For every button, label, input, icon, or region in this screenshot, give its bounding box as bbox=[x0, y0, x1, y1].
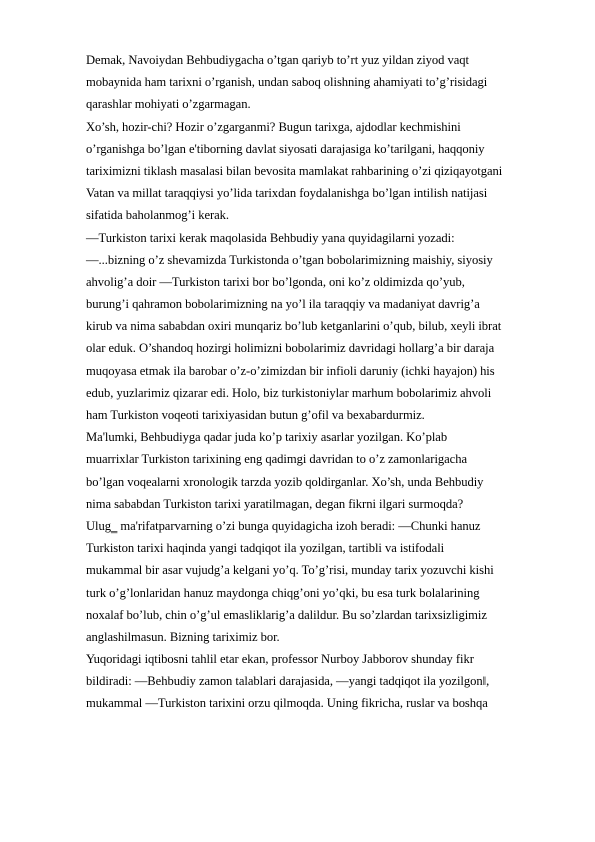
text-line: Turkiston tarixi haqinda yangi tadqiqot ila yozilgan, tartibli va istifodali bbox=[86, 541, 445, 556]
document-page bbox=[86, 49, 586, 715]
text-line: Ulug‗ ma'rifatparvarning o’zi bunga quyidagicha izoh beradi: ―Chunki hanuz bbox=[86, 518, 481, 533]
text-line: ahvolig’a doir ―Turkiston tarixi bor bo’lgonda, oni ko’z oldimizda qo’yub, bbox=[86, 274, 465, 289]
text-line: ―...bizning o’z shevamizda Turkistonda o’tgan bobolarimizning maishiy, siyosiy bbox=[86, 252, 493, 267]
text-line: edub, yuzlarimiz qizarar edi. Holo, biz turkistoniylar marhum bobolarimiz ahvoli bbox=[86, 385, 492, 400]
text-line: kirub va nima sababdan oxiri munqariz bo’lub ketganlarini o’qub, bilub, xeyli ibrat bbox=[86, 319, 502, 334]
text-line: bo’lgan voqealarni xronologik tarzda yozib qoldirganlar. Xo’sh, unda Behbudiy bbox=[86, 474, 484, 489]
text-line: muqoyasa etmak ila barobar o’z-o’zimizdan bir infioli daruniy (ichki hayajon) his bbox=[86, 363, 495, 378]
text-line: Ma'lumki, Behbudiyga qadar juda ko’p tarixiy asarlar yozilgan. Ko’plab bbox=[86, 430, 448, 445]
text-line: bildiradi: ―Behbudiy zamon talablari darajasida, ―yangi tadqiqot ila yozilgon‖, bbox=[86, 674, 490, 689]
text-line: mukammal bir asar vujudg’a kelgani yo’q. To’g’risi, munday tarix yozuvchi kishi bbox=[86, 563, 494, 578]
text-line: Demak, Navoiydan Behbudiygacha o’tgan qariyb to’rt yuz yildan ziyod vaqt bbox=[86, 53, 469, 67]
text-line: turk o’g’lonlaridan hanuz maydonga chiqg’oni yo’qki, bu esa turk bolalarining bbox=[86, 585, 480, 600]
text-line: olar eduk. O’shandoq hozirgi holimizni bobolarimiz davridagi hollarg’a bir daraja bbox=[86, 341, 495, 356]
text-line: noxalaf bo’lub, chin o’g’ul emasliklarig’a dalildur. Bu so’zlardan tarixsizligimiz bbox=[86, 607, 487, 622]
text-line: mobaynida ham tarixni o’rganish, undan saboq olishning ahamiyati to’g’risidagi bbox=[86, 75, 488, 90]
text-line: mukammal ―Turkiston tarixini orzu qilmoqda. Uning fikricha, ruslar va boshqa bbox=[86, 696, 488, 711]
text-line: Yuqoridagi iqtibosni tahlil etar ekan, professor Nurboy Jabborov shunday fikr bbox=[86, 652, 474, 667]
text-line: ―Turkiston tarixi kerak maqolasida Behbudiy yana quyidagilarni yozadi: bbox=[86, 230, 455, 245]
text-line: tariximizni tiklash masalasi bilan bevosita mamlakat rahbarining o’zi qiziqayotgani bbox=[86, 163, 503, 178]
text-line: Vatan va millat taraqqiysi yo’lida tarixdan foydalanishga bo’lgan intilish natijasi bbox=[86, 186, 488, 201]
text-line: ham Turkiston voqeoti tarixiyasidan butun g’ofil va bexabardurmiz. bbox=[86, 408, 425, 422]
text-line: qarashlar mohiyati o’zgarmagan. bbox=[86, 97, 251, 112]
text-line: burung’i qahramon bobolarimizning na yo’l ila taraqqiy va madaniyat davrig’a bbox=[86, 297, 480, 312]
text-line: nima sababdan Turkiston tarixi yaratilmagan, degan fikrni ilgari surmoqda? bbox=[86, 496, 464, 511]
text-line: Xo’sh, hozir-chi? Hozir o’zgarganmi? Bugun tarixga, ajdodlar kechmishini bbox=[86, 119, 461, 134]
text-line: anglashilmasun. Bizning tariximiz bor. bbox=[86, 629, 280, 644]
text-line: muarrixlar Turkiston tarixining eng qadimgi davridan to o’z zamonlarigacha bbox=[86, 452, 468, 467]
text-line: o’rganishga bo’lgan e'tiborning davlat siyosati darajasiga ko’tarilgani, haqqoniy bbox=[86, 141, 485, 156]
text-line: sifatida baholanmog’i kerak. bbox=[86, 208, 230, 223]
